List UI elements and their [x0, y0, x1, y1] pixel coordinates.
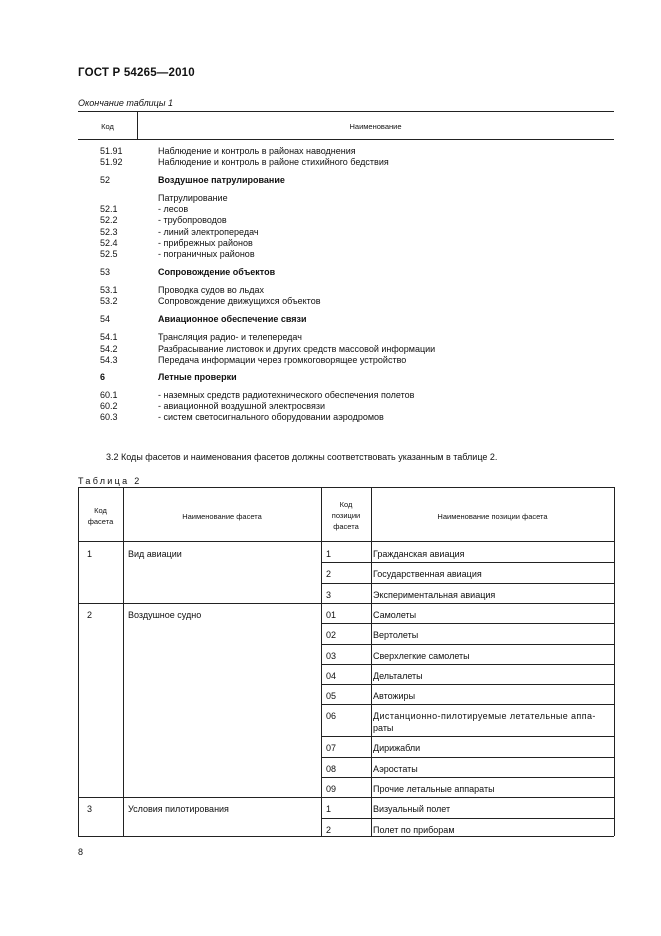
table2-cell: 05 [326, 691, 337, 702]
header-line: позиции [331, 511, 361, 520]
table1-top-border [78, 111, 614, 112]
row-name: Летные проверки [158, 372, 237, 382]
table2-header-facet-code [78, 505, 123, 527]
row-code: 52.4 [100, 238, 118, 248]
position-name: Полет по приборам [373, 824, 455, 835]
grid-line [321, 757, 614, 758]
table2-cell [373, 629, 611, 641]
table2-cell: 07 [326, 743, 337, 754]
row-code: 53.2 [100, 296, 118, 306]
grid-line [321, 704, 614, 705]
row-code: 60.2 [100, 401, 118, 411]
table2-cell: Вид авиации [128, 549, 182, 559]
row-code: 54.3 [100, 355, 118, 365]
table1-row [0, 331, 661, 343]
table1-row [0, 411, 661, 423]
position-name: Сверхлегкие самолеты [373, 650, 470, 661]
table1-row [0, 313, 661, 325]
table1-row [0, 295, 661, 307]
row-code: 52 [100, 175, 111, 185]
table2-cell: 1 [326, 549, 332, 559]
header-line: Код [339, 500, 353, 509]
document-number: ГОСТ Р 54265—2010 [78, 67, 195, 79]
position-name: Аэростаты [373, 763, 418, 774]
table1-header-code: Код [101, 122, 114, 131]
table2-cell [373, 803, 611, 815]
grid-line [321, 736, 614, 737]
table2-cell: 2 [326, 569, 332, 580]
row-name: Наблюдение и контроль в районах наводнения [158, 146, 356, 156]
row-name: - трубопроводов [158, 215, 227, 225]
table2-cell [373, 690, 611, 702]
grid-line [321, 777, 614, 778]
row-name: Разбрасывание листовок и других средств массовой информации [158, 344, 436, 354]
grid-line [321, 818, 614, 819]
table2-cell: 3 [326, 589, 332, 600]
row-name: - пограничных районов [158, 249, 255, 259]
grid-line [321, 684, 614, 685]
table2-cell: Условия пилотирования [128, 804, 229, 815]
row-name: - наземных средств радиотехнического обеспечения полетов [158, 390, 415, 400]
position-name: Визуальный полет [373, 804, 451, 815]
row-code: 51.91 [100, 146, 123, 156]
table1-row [0, 371, 661, 383]
grid-line [321, 623, 614, 624]
row-code: 60.3 [100, 412, 118, 422]
table2-cell [373, 609, 611, 621]
table2-header-position-name: Наименование позиции фасета [437, 512, 548, 521]
position-name: Автожиры [373, 691, 416, 702]
row-name: Трансляция радио- и телепередач [158, 332, 302, 342]
row-code: 60.1 [100, 390, 118, 400]
table2 [78, 487, 614, 836]
grid-line [321, 583, 614, 584]
position-name: Дельталеты [373, 670, 423, 681]
grid-line [321, 644, 614, 645]
table2-cell: 04 [326, 670, 337, 681]
row-name: - систем светосигнального оборудовании аэродромов [158, 412, 384, 422]
position-name: Дистанционно-пилотируемые летательные аппа- [373, 711, 596, 722]
row-name: Сопровождение движущихся объектов [158, 296, 321, 306]
row-code: 6 [100, 372, 106, 382]
row-code: 52.1 [100, 204, 118, 214]
table2-cell: 2 [87, 609, 93, 620]
table2-cell: 01 [326, 609, 337, 620]
grid-line [321, 664, 614, 665]
grid-line [321, 487, 322, 836]
row-name: Патрулирование [158, 193, 228, 203]
table2-cell [373, 824, 611, 836]
table1-caption: Окончание таблицы 1 [78, 98, 173, 108]
table2-cell [373, 650, 611, 662]
table1-row [0, 174, 661, 186]
section-paragraph: 3.2 Коды фасетов и наименования фасетов должны соответствовать указанным в таблице 2. [106, 452, 498, 462]
table2-cell: 3 [87, 804, 93, 815]
table2-cell: 1 [87, 549, 93, 559]
table2-cell [373, 568, 611, 580]
table2-cell: Воздушное судно [128, 609, 202, 620]
row-code: 54 [100, 314, 111, 324]
row-code: 51.92 [100, 157, 123, 167]
table1-row [0, 214, 661, 226]
header-line: фасета [87, 517, 114, 526]
table2-cell: 08 [326, 763, 337, 774]
table1-row [0, 266, 661, 278]
grid-line [123, 487, 124, 836]
table2-caption: Таблица 2 [78, 476, 142, 486]
position-name: Экспериментальная авиация [373, 589, 496, 600]
row-code: 53.1 [100, 285, 118, 295]
table2-cell: 06 [326, 711, 337, 722]
row-name: Проводка судов во льдах [158, 285, 264, 295]
row-name: - прибрежных районов [158, 238, 253, 248]
row-name: - лесов [158, 204, 189, 214]
grid-line [78, 603, 614, 604]
table2-cell: 09 [326, 784, 337, 794]
table1-header-border [78, 139, 614, 140]
position-name-cont: раты [373, 723, 394, 734]
table2-cell [373, 763, 611, 775]
table1-row [0, 248, 661, 260]
grid-line [78, 836, 614, 837]
table2-cell [373, 710, 611, 734]
row-code: 53 [100, 267, 111, 277]
row-name: Сопровождение объектов [158, 267, 276, 277]
grid-line [78, 797, 614, 798]
row-name: Авиационное обеспечение связи [158, 314, 307, 324]
table2-header-position-code [321, 499, 371, 532]
grid-line [78, 541, 614, 542]
table2-cell [373, 548, 611, 560]
table1-row [0, 354, 661, 366]
grid-line [321, 562, 614, 563]
header-line: Код [94, 506, 107, 515]
table1-header-name: Наименование [349, 122, 402, 131]
position-name: Дирижабли [373, 743, 421, 754]
row-code: 52.3 [100, 227, 118, 237]
row-code: 52.5 [100, 249, 118, 259]
table2-cell [373, 589, 611, 601]
grid-line [78, 487, 79, 836]
row-code: 52.2 [100, 215, 118, 225]
page-number: 8 [78, 847, 84, 857]
grid-line [614, 487, 615, 836]
row-name: Передача информации через громкоговорящее устройство [158, 355, 407, 365]
row-name: - линий электропередач [158, 227, 259, 237]
row-name: - авиационной воздушной электросвязи [158, 401, 325, 411]
grid-line [371, 487, 372, 836]
table2-cell [373, 670, 611, 682]
table1-row [0, 156, 661, 168]
row-code: 54.1 [100, 332, 118, 342]
table2-cell: 03 [326, 650, 337, 661]
row-name: Наблюдение и контроль в районе стихийного бедствия [158, 157, 389, 167]
position-name: Государственная авиация [373, 569, 482, 580]
row-name: Воздушное патрулирование [158, 175, 285, 185]
position-name: Вертолеты [373, 630, 419, 641]
position-name: Прочие летальные аппараты [373, 784, 495, 794]
row-code: 54.2 [100, 344, 118, 354]
table2-cell: 02 [326, 630, 337, 641]
table2-header-facet-name: Наименование фасета [182, 512, 262, 521]
header-line: фасета [333, 522, 359, 531]
grid-line [78, 487, 614, 488]
table2-cell [373, 783, 611, 795]
table2-cell [373, 742, 611, 754]
table2-cell: 2 [326, 824, 332, 835]
position-name: Самолеты [373, 609, 417, 620]
position-name: Гражданская авиация [373, 549, 465, 559]
table2-cell: 1 [326, 804, 332, 815]
